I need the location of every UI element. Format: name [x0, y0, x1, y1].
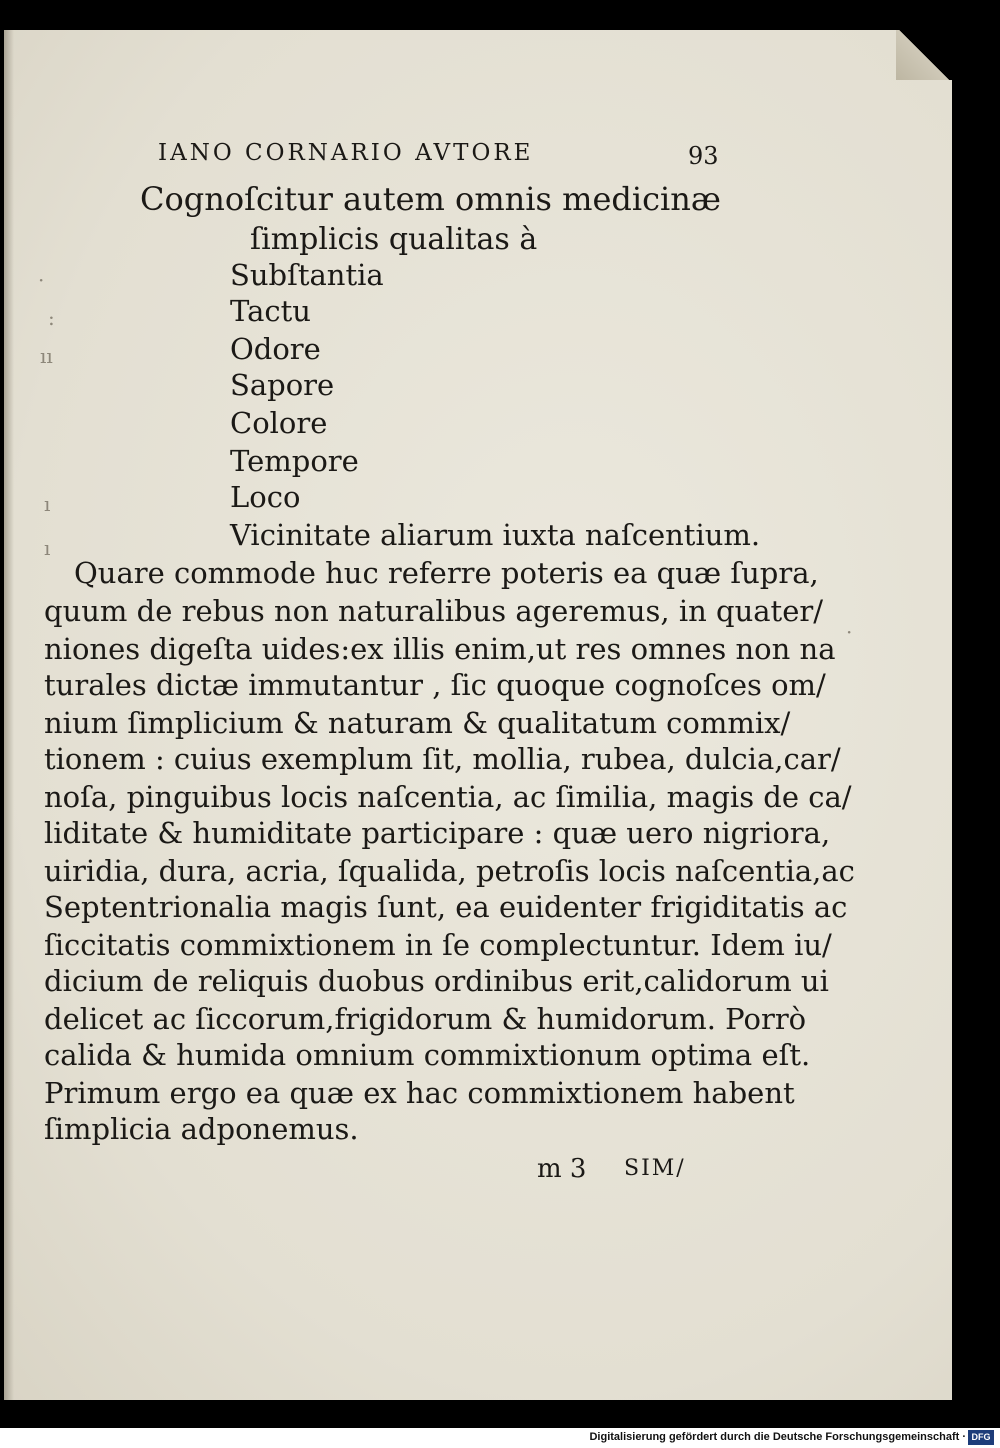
funding-note: Digitalisierung gefördert durch die Deutsche Forschungsgemeinschaft · [589, 1431, 966, 1443]
list-item: Loco [230, 480, 301, 514]
folded-corner [896, 30, 952, 80]
heading-line-2: ſimplicis qualitas à [250, 222, 538, 257]
speck-mark: · [846, 620, 853, 644]
list-item: Vicinitate aliarum iuxta naſcentium. [230, 518, 761, 552]
list-item: Sapore [230, 368, 335, 402]
bleed-mark: · [38, 268, 45, 292]
running-head-title: IANO CORNARIO AVTORE [158, 140, 534, 166]
paragraph-line: tionem : cuius exemplum ſit, mollia, rubea, dulcia,car/ [44, 742, 841, 776]
paragraph-line: calida & humida omnium commixtionum optima eſt. [44, 1038, 811, 1072]
paragraph-line: Septentrionalia magis ſunt, ea euidenter frigiditatis ac [44, 890, 848, 924]
paragraph-line: noſa, pinguibus locis naſcentia, ac ſimilia, magis de ca/ [44, 780, 852, 814]
list-item: Odore [230, 332, 321, 366]
list-item: Tactu [230, 294, 311, 328]
bleed-mark: ı [44, 492, 51, 516]
paragraph-line: dicium de reliquis duobus ordinibus erit,calidorum ui [44, 964, 829, 998]
heading-line-1: Cognoſcitur autem omnis medicinæ [140, 180, 721, 218]
list-item: Subſtantia [230, 258, 384, 292]
paragraph-line: uiridia, dura, acria, ſqualida, petroſis locis naſcentia,ac [44, 854, 855, 888]
list-item: Tempore [230, 444, 359, 478]
paragraph-line: delicet ac ſiccorum,frigidorum & humidorum. Porrò [44, 1002, 807, 1036]
paragraph-line: niones digeſta uides:ex illis enim,ut res omnes non na [44, 632, 836, 666]
bleed-mark: : [48, 306, 55, 330]
list-item: Colore [230, 406, 328, 440]
page-gutter-shadow [4, 30, 14, 1400]
signature-mark: m 3 [537, 1154, 587, 1184]
page-number: 93 [688, 142, 719, 170]
paragraph-line: Quare commode huc referre poteris ea quæ ſupra, [74, 556, 819, 590]
paragraph-line: nium ſimplicium & naturam & qualitatum commix/ [44, 706, 791, 740]
paragraph-line: liditate & humiditate participare : quæ uero nigriora, [44, 816, 831, 850]
paragraph-line: Primum ergo ea quæ ex hac commixtionem habent [44, 1076, 795, 1110]
paragraph-line: quum de rebus non naturalibus ageremus, in quater/ [44, 594, 824, 628]
paragraph-line: turales dictæ immutantur , ſic quoque cognoſces om/ [44, 668, 826, 702]
catchword: SIM/ [624, 1156, 686, 1181]
dfg-logo: DFG [968, 1430, 994, 1445]
bleed-mark: ıı [40, 344, 53, 368]
paragraph-line: ſiccitatis commixtionem in ſe complectuntur. Idem iu/ [44, 928, 832, 962]
bleed-mark: ı [44, 536, 51, 560]
paragraph-line: ſimplicia adponemus. [44, 1112, 359, 1146]
